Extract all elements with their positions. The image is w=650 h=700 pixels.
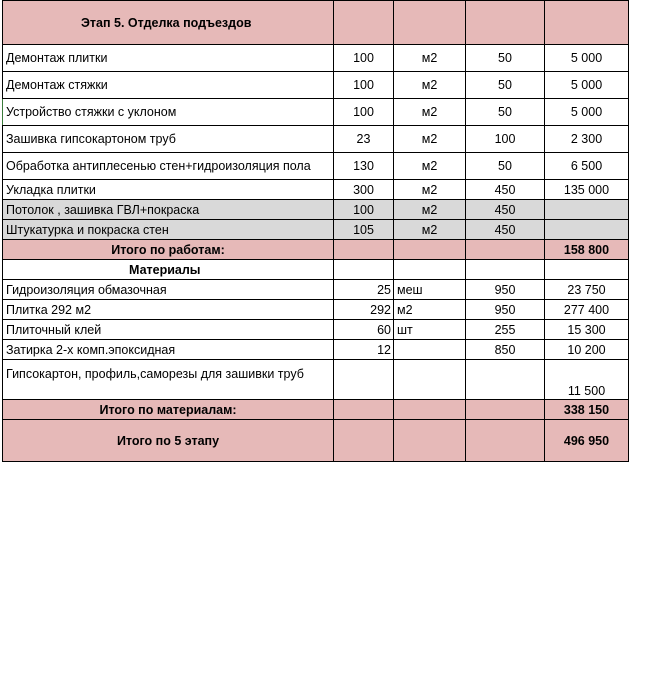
- material-unit[interactable]: шт: [394, 320, 466, 340]
- table-row: [3, 360, 629, 400]
- work-price[interactable]: 50: [466, 153, 545, 180]
- cell-empty[interactable]: [334, 260, 394, 280]
- work-name[interactable]: Демонтаж стяжки: [3, 72, 334, 99]
- title-row: [3, 1, 629, 45]
- table-row: [3, 300, 629, 320]
- cell-empty[interactable]: [334, 400, 394, 420]
- works-total-value[interactable]: 158 800: [545, 240, 629, 260]
- work-total[interactable]: 2 300: [545, 126, 629, 153]
- work-qty[interactable]: 23: [334, 126, 394, 153]
- material-total[interactable]: 15 300: [545, 320, 629, 340]
- table-row: [3, 153, 629, 180]
- cell-empty[interactable]: [466, 1, 545, 45]
- work-unit[interactable]: м2: [394, 153, 466, 180]
- material-price[interactable]: 850: [466, 340, 545, 360]
- work-unit[interactable]: м2: [394, 45, 466, 72]
- work-price[interactable]: 50: [466, 72, 545, 99]
- work-qty[interactable]: 100: [334, 99, 394, 126]
- works-total-label[interactable]: Итого по работам:: [3, 240, 334, 260]
- stage-total-row: [3, 420, 629, 462]
- stage-title[interactable]: Этап 5. Отделка подъездов: [3, 1, 334, 45]
- material-total[interactable]: 277 400: [545, 300, 629, 320]
- table-row: [3, 72, 629, 99]
- table-row: [3, 320, 629, 340]
- work-qty[interactable]: 100: [334, 200, 394, 220]
- work-qty[interactable]: 100: [334, 45, 394, 72]
- work-unit[interactable]: м2: [394, 126, 466, 153]
- works-total-row: [3, 240, 629, 260]
- material-total[interactable]: 10 200: [545, 340, 629, 360]
- cell-empty[interactable]: [394, 400, 466, 420]
- table-row: [3, 340, 629, 360]
- stage-total-label[interactable]: Итого по 5 этапу: [3, 420, 334, 462]
- estimate-table: [2, 0, 629, 462]
- cell-empty[interactable]: [466, 400, 545, 420]
- table-row: [3, 220, 629, 240]
- work-total[interactable]: 135 000: [545, 180, 629, 200]
- work-price[interactable]: 50: [466, 99, 545, 126]
- work-name[interactable]: Обработка антиплесенью стен+гидроизоляция пола: [3, 153, 334, 180]
- cell-empty[interactable]: [466, 260, 545, 280]
- cell-empty[interactable]: [334, 240, 394, 260]
- spreadsheet: [2, 0, 628, 462]
- work-name[interactable]: Потолок , зашивка ГВЛ+покраска: [3, 200, 334, 220]
- materials-total-value[interactable]: 338 150: [545, 400, 629, 420]
- cell-empty[interactable]: [334, 1, 394, 45]
- materials-total-label[interactable]: Итого по материалам:: [3, 400, 334, 420]
- cell-empty[interactable]: [545, 1, 629, 45]
- work-price[interactable]: 450: [466, 220, 545, 240]
- work-unit[interactable]: м2: [394, 180, 466, 200]
- work-price[interactable]: 450: [466, 180, 545, 200]
- work-qty[interactable]: 105: [334, 220, 394, 240]
- work-unit[interactable]: м2: [394, 200, 466, 220]
- material-unit[interactable]: [394, 360, 466, 400]
- material-qty[interactable]: 25: [334, 280, 394, 300]
- work-name[interactable]: Устройство стяжки с уклоном: [3, 99, 334, 126]
- work-name[interactable]: Штукатурка и покраска стен: [3, 220, 334, 240]
- work-total[interactable]: 6 500: [545, 153, 629, 180]
- table-row: [3, 280, 629, 300]
- material-total[interactable]: 11 500: [545, 360, 629, 400]
- table-row: [3, 99, 629, 126]
- material-total[interactable]: 23 750: [545, 280, 629, 300]
- material-name[interactable]: Затирка 2-х комп.эпоксидная: [3, 340, 334, 360]
- work-total[interactable]: [545, 200, 629, 220]
- material-price[interactable]: 950: [466, 300, 545, 320]
- work-price[interactable]: 450: [466, 200, 545, 220]
- cell-empty[interactable]: [394, 420, 466, 462]
- material-qty[interactable]: [334, 360, 394, 400]
- work-name[interactable]: Укладка плитки: [3, 180, 334, 200]
- work-unit[interactable]: м2: [394, 99, 466, 126]
- work-qty[interactable]: 130: [334, 153, 394, 180]
- work-price[interactable]: 100: [466, 126, 545, 153]
- cell-empty[interactable]: [466, 240, 545, 260]
- material-qty[interactable]: 60: [334, 320, 394, 340]
- table-row: [3, 126, 629, 153]
- cell-empty[interactable]: [394, 240, 466, 260]
- work-total[interactable]: 5 000: [545, 45, 629, 72]
- cell-empty[interactable]: [466, 420, 545, 462]
- material-price[interactable]: 950: [466, 280, 545, 300]
- cell-empty[interactable]: [394, 1, 466, 45]
- table-row: [3, 200, 629, 220]
- table-row: [3, 45, 629, 72]
- materials-header-row: [3, 260, 629, 280]
- work-price[interactable]: 50: [466, 45, 545, 72]
- work-unit[interactable]: м2: [394, 72, 466, 99]
- material-name[interactable]: Гидроизоляция обмазочная: [3, 280, 334, 300]
- material-price[interactable]: 255: [466, 320, 545, 340]
- material-unit[interactable]: меш: [394, 280, 466, 300]
- stage-total-value[interactable]: 496 950: [545, 420, 629, 462]
- work-total[interactable]: 5 000: [545, 72, 629, 99]
- cell-empty[interactable]: [334, 420, 394, 462]
- material-price[interactable]: [466, 360, 545, 400]
- cell-empty[interactable]: [545, 260, 629, 280]
- work-name[interactable]: Демонтаж плитки: [3, 45, 334, 72]
- material-name[interactable]: Плиточный клей: [3, 320, 334, 340]
- material-qty[interactable]: 12: [334, 340, 394, 360]
- materials-total-row: [3, 400, 629, 420]
- work-total[interactable]: 5 000: [545, 99, 629, 126]
- table-row: [3, 180, 629, 200]
- work-qty[interactable]: 300: [334, 180, 394, 200]
- work-qty[interactable]: 100: [334, 72, 394, 99]
- material-unit[interactable]: м2: [394, 300, 466, 320]
- material-name[interactable]: Гипсокартон, профиль,саморезы для зашивки труб: [3, 360, 334, 400]
- work-name[interactable]: Зашивка гипсокартоном труб: [3, 126, 334, 153]
- work-unit[interactable]: м2: [394, 220, 466, 240]
- materials-header[interactable]: Материалы: [3, 260, 334, 280]
- cell-empty[interactable]: [394, 260, 466, 280]
- material-name[interactable]: Плитка 292 м2: [3, 300, 334, 320]
- material-qty[interactable]: 292: [334, 300, 394, 320]
- material-unit[interactable]: [394, 340, 466, 360]
- work-total[interactable]: [545, 220, 629, 240]
